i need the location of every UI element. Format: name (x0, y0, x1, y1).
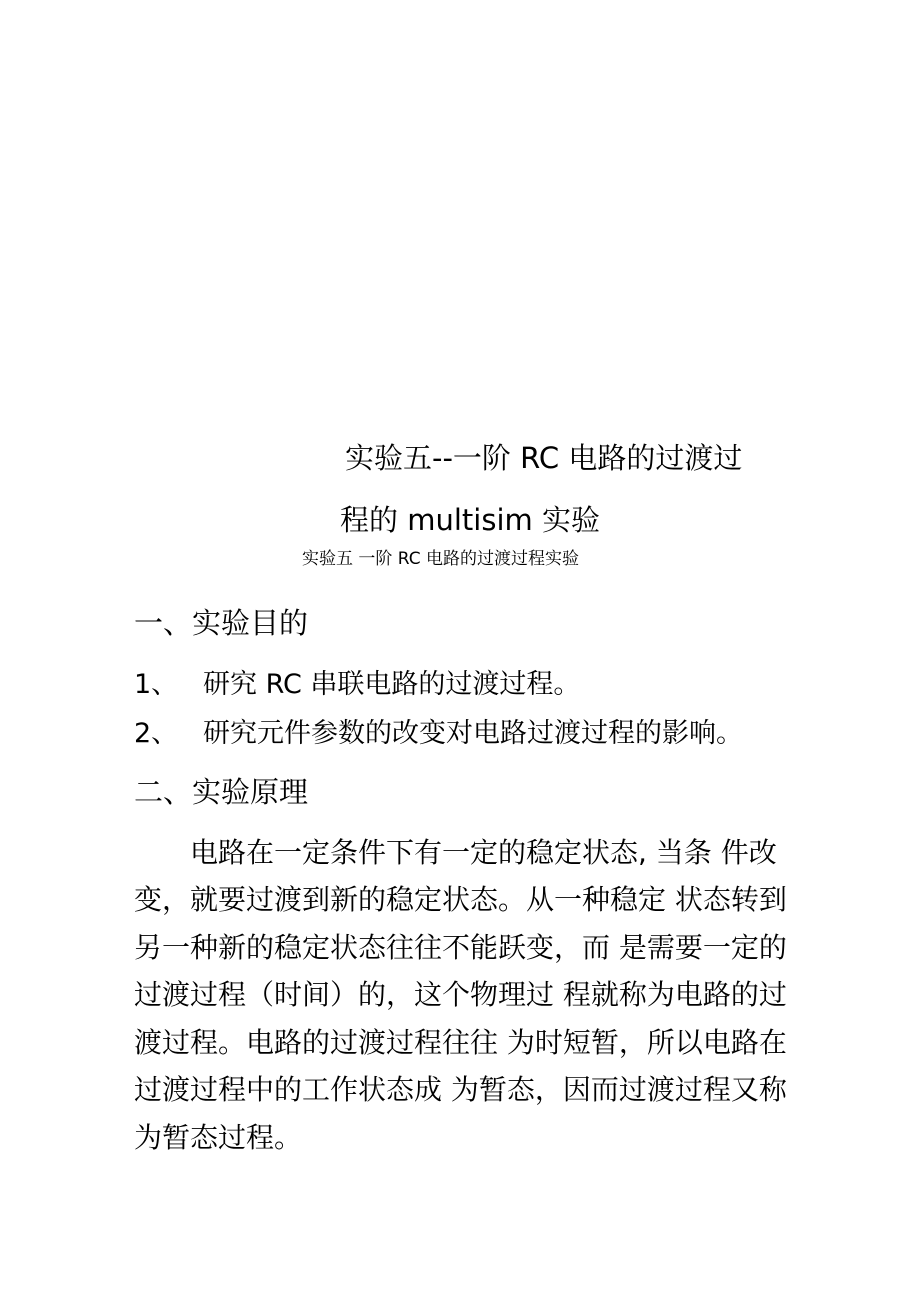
document-title-line-1: 实验五--一阶 RC 电路的过渡过 (345, 441, 743, 475)
list-item-text: 研究 RC 串联电路的过渡过程。 (203, 669, 581, 700)
list-item-number: 1、 (134, 669, 179, 700)
list-item-text: 研究元件参数的改变对电路过渡过程的影响。 (203, 718, 743, 749)
section-heading-principle: 二、实验原理 (134, 775, 309, 809)
paragraph-line: 过渡过程（时间）的，这个物理过 程就称为电路的过 (134, 978, 787, 1011)
paragraph-line: 过渡过程中的工作状态成 为暂态，因而过渡过程又称 (134, 1073, 787, 1106)
list-item (134, 665, 580, 705)
paragraph-line: 另一种新的稳定状态往往不能跃变，而 是需要一定的 (134, 931, 787, 964)
document-title-line-2: 程的 multisim 实验 (340, 503, 600, 537)
section-heading-objectives: 一、实验目的 (134, 606, 309, 640)
list-item (134, 714, 743, 754)
list-item-number: 2、 (134, 718, 179, 749)
paragraph-line: 电路在一定条件下有一定的稳定状态, 当条 件改 (134, 836, 777, 869)
document-subtitle: 实验五 一阶 RC 电路的过渡过程实验 (302, 549, 580, 569)
paragraph-line: 为暂态过程。 (134, 1121, 303, 1154)
paragraph-line: 变，就要过渡到新的稳定状态。从一种稳定 状态转到 (134, 883, 787, 916)
paragraph-line: 渡过程。电路的过渡过程往往 为时短暂，所以电路在 (134, 1026, 787, 1059)
